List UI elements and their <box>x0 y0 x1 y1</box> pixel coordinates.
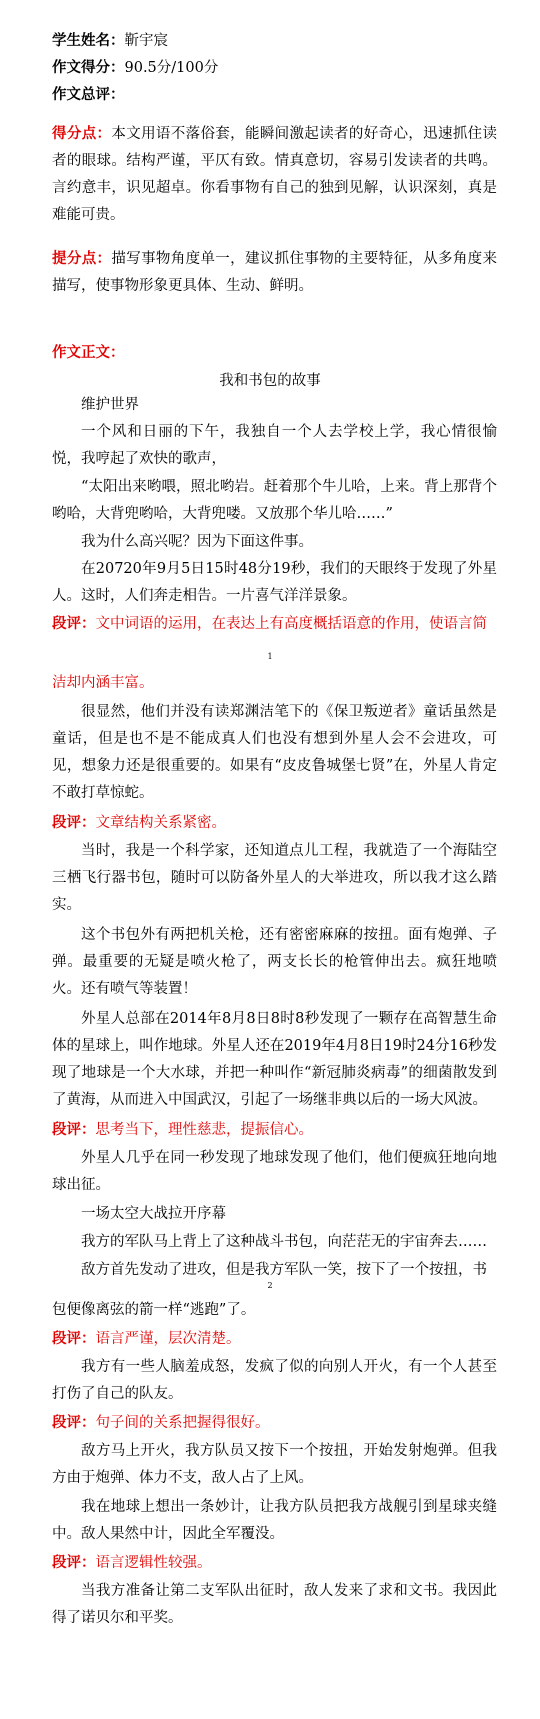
paragraph-comment-text: 文中词语的运用，在表达上有高度概括语意的作用，使语言简 <box>95 616 487 632</box>
essay-paragraph: 在20720年9月5日15时48分19秒，我们的天眼终于发现了外星人。这时，人们奔走相告。一片喜气洋洋景象。 <box>52 561 497 604</box>
student-name-row <box>52 29 168 50</box>
paragraph-comment <box>52 611 497 638</box>
essay-paragraph: 这个书包外有两把机关枪，还有密密麻麻的按扭。面有炮弹、子弹。最重要的无疑是喷火枪了，两支长长的枪管伸出去。疯狂地喷火。还有喷气等装置！ <box>52 927 497 997</box>
essay-paragraph: 我为什么高兴呢？因为下面这件事。 <box>81 534 313 550</box>
student-name-label: 学生姓名： <box>52 33 125 49</box>
essay-title: 我和书包的故事 <box>219 373 321 389</box>
paragraph-comment <box>52 810 497 837</box>
essay-paragraph: 很显然，他们并没有读郑渊洁笔下的《保卫叛逆者》童话虽然是童话，但是也不是不能成真人们也没有想到外星人会不会进攻，可见，想象力还是很重要的。如果有“皮皮鲁城堡七贤”在，外星人肯定不敢打草惊蛇。 <box>52 704 497 801</box>
paragraph-comment <box>52 1410 497 1437</box>
paragraph-comment-text: 文章结构关系紧密。 <box>95 815 226 831</box>
paragraph-comment-continuation: 洁却内涵丰富。 <box>52 675 154 691</box>
improve-text: 描写事物角度单一，建议抓住事物的主要特征，从多角度来描写，使事物形象更具体、生动、鲜明。 <box>52 251 498 294</box>
essay-paragraph-continuation: 包便像离弦的箭一样“逃跑”了。 <box>52 1302 256 1318</box>
improve-section <box>52 246 497 300</box>
student-name-value: 靳宇宸 <box>124 33 168 49</box>
merit-text: 本文用语不落俗套，能瞬间激起读者的好奇心，迅速抓住读者的眼球。结构严谨，平仄有致。情真意切，容易引发读者的共鸣。言约意丰，识见超卓。你看事物有自己的独到见解，认识深刻，真是难能可贵。 <box>52 126 498 223</box>
essay-paragraph: 外星人总部在2014年8月8日8时8秒发现了一颗存在高智慧生命体的星球上，叫作地球。外星人还在2019年4月8日19时24分16秒发现了地球是一个大水球，并把一种叫作“新冠肺炎病毒”的细菌散发到了黄海，从而进入中国武汉，引起了一场继非典以后的一场大风波。 <box>52 1011 497 1108</box>
paragraph-comment-label: 段评： <box>52 1415 96 1431</box>
essay-paragraph-line: 敌方首先发动了进攻，但是我方军队一笑，按下了一个按扭，书 <box>81 1262 487 1278</box>
paragraph-comment-label: 段评： <box>52 1122 96 1138</box>
essay-section-label: 作文正文： <box>52 345 125 361</box>
essay-subtitle: 维护世界 <box>81 397 139 413</box>
overall-comment-row <box>52 83 125 104</box>
paragraph-comment-text: 句子间的关系把握得很好。 <box>95 1415 270 1431</box>
essay-paragraph: 一个风和日丽的下午，我独自一个人去学校上学，我心情很愉悦，我哼起了欢快的歌声， <box>52 424 497 467</box>
paragraph-comment <box>52 1550 497 1577</box>
essay-paragraph: 当时，我是一个科学家，还知道点儿工程，我就造了一个海陆空三栖飞行器书包，随时可以防备外星人的大举进攻，所以我才这么踏实。 <box>52 843 497 913</box>
essay-paragraph: 我在地球上想出一条妙计，让我方队员把我方战舰引到星球夹缝中。敌人果然中计，因此全军覆没。 <box>52 1499 497 1542</box>
score-label: 作文得分： <box>52 60 125 76</box>
paragraph-comment-text: 语言逻辑性较强。 <box>95 1555 212 1571</box>
score-row <box>52 56 218 77</box>
essay-paragraph: 敌方马上开火，我方队员又按下一个按扭，开始发射炮弹。但我方由于炮弹、体力不支，敌人占了上风。 <box>52 1443 497 1486</box>
paragraph-comment <box>52 1326 497 1353</box>
essay-paragraph: 我方的军队马上背上了这种战斗书包，向茫茫无的宇宙奔去…… <box>81 1234 487 1250</box>
essay-section-label-row <box>52 340 497 367</box>
paragraph-comment <box>52 1117 497 1144</box>
essay-paragraph: 一场太空大战拉开序幕 <box>81 1206 226 1222</box>
paragraph-comment-label: 段评： <box>52 815 96 831</box>
essay-paragraph: “太阳出来哟喂，照北哟岩。赶着那个牛儿哈，上来。背上那背个哟哈，大背兜哟哈，大背兜喽。又放那个华儿哈……” <box>52 479 497 522</box>
page-number: 2 <box>267 1281 273 1290</box>
paragraph-comment-text: 思考当下，理性慈悲，提振信心。 <box>95 1122 313 1138</box>
paragraph-comment-label: 段评： <box>52 616 96 632</box>
merit-label: 得分点： <box>52 126 112 142</box>
paragraph-comment-label: 段评： <box>52 1555 96 1571</box>
essay-paragraph: 当我方准备让第二支军队出征时，敌人发来了求和文书。我因此得了诺贝尔和平奖。 <box>52 1583 497 1626</box>
improve-label: 提分点： <box>52 251 112 267</box>
page-number: 1 <box>267 652 273 661</box>
paragraph-comment-label: 段评： <box>52 1331 96 1347</box>
essay-paragraph: 我方有一些人脑羞成怒，发疯了似的向别人开火，有一个人甚至打伤了自己的队友。 <box>52 1359 497 1402</box>
essay-paragraph: 外星人几乎在同一秒发现了地球发现了他们，他们便疯狂地向地球出征。 <box>52 1150 497 1193</box>
paragraph-comment-text: 语言严谨，层次清楚。 <box>95 1331 241 1347</box>
merit-section <box>52 121 497 229</box>
score-value: 90.5分/100分 <box>124 60 219 76</box>
overall-comment-label: 作文总评： <box>52 87 125 103</box>
